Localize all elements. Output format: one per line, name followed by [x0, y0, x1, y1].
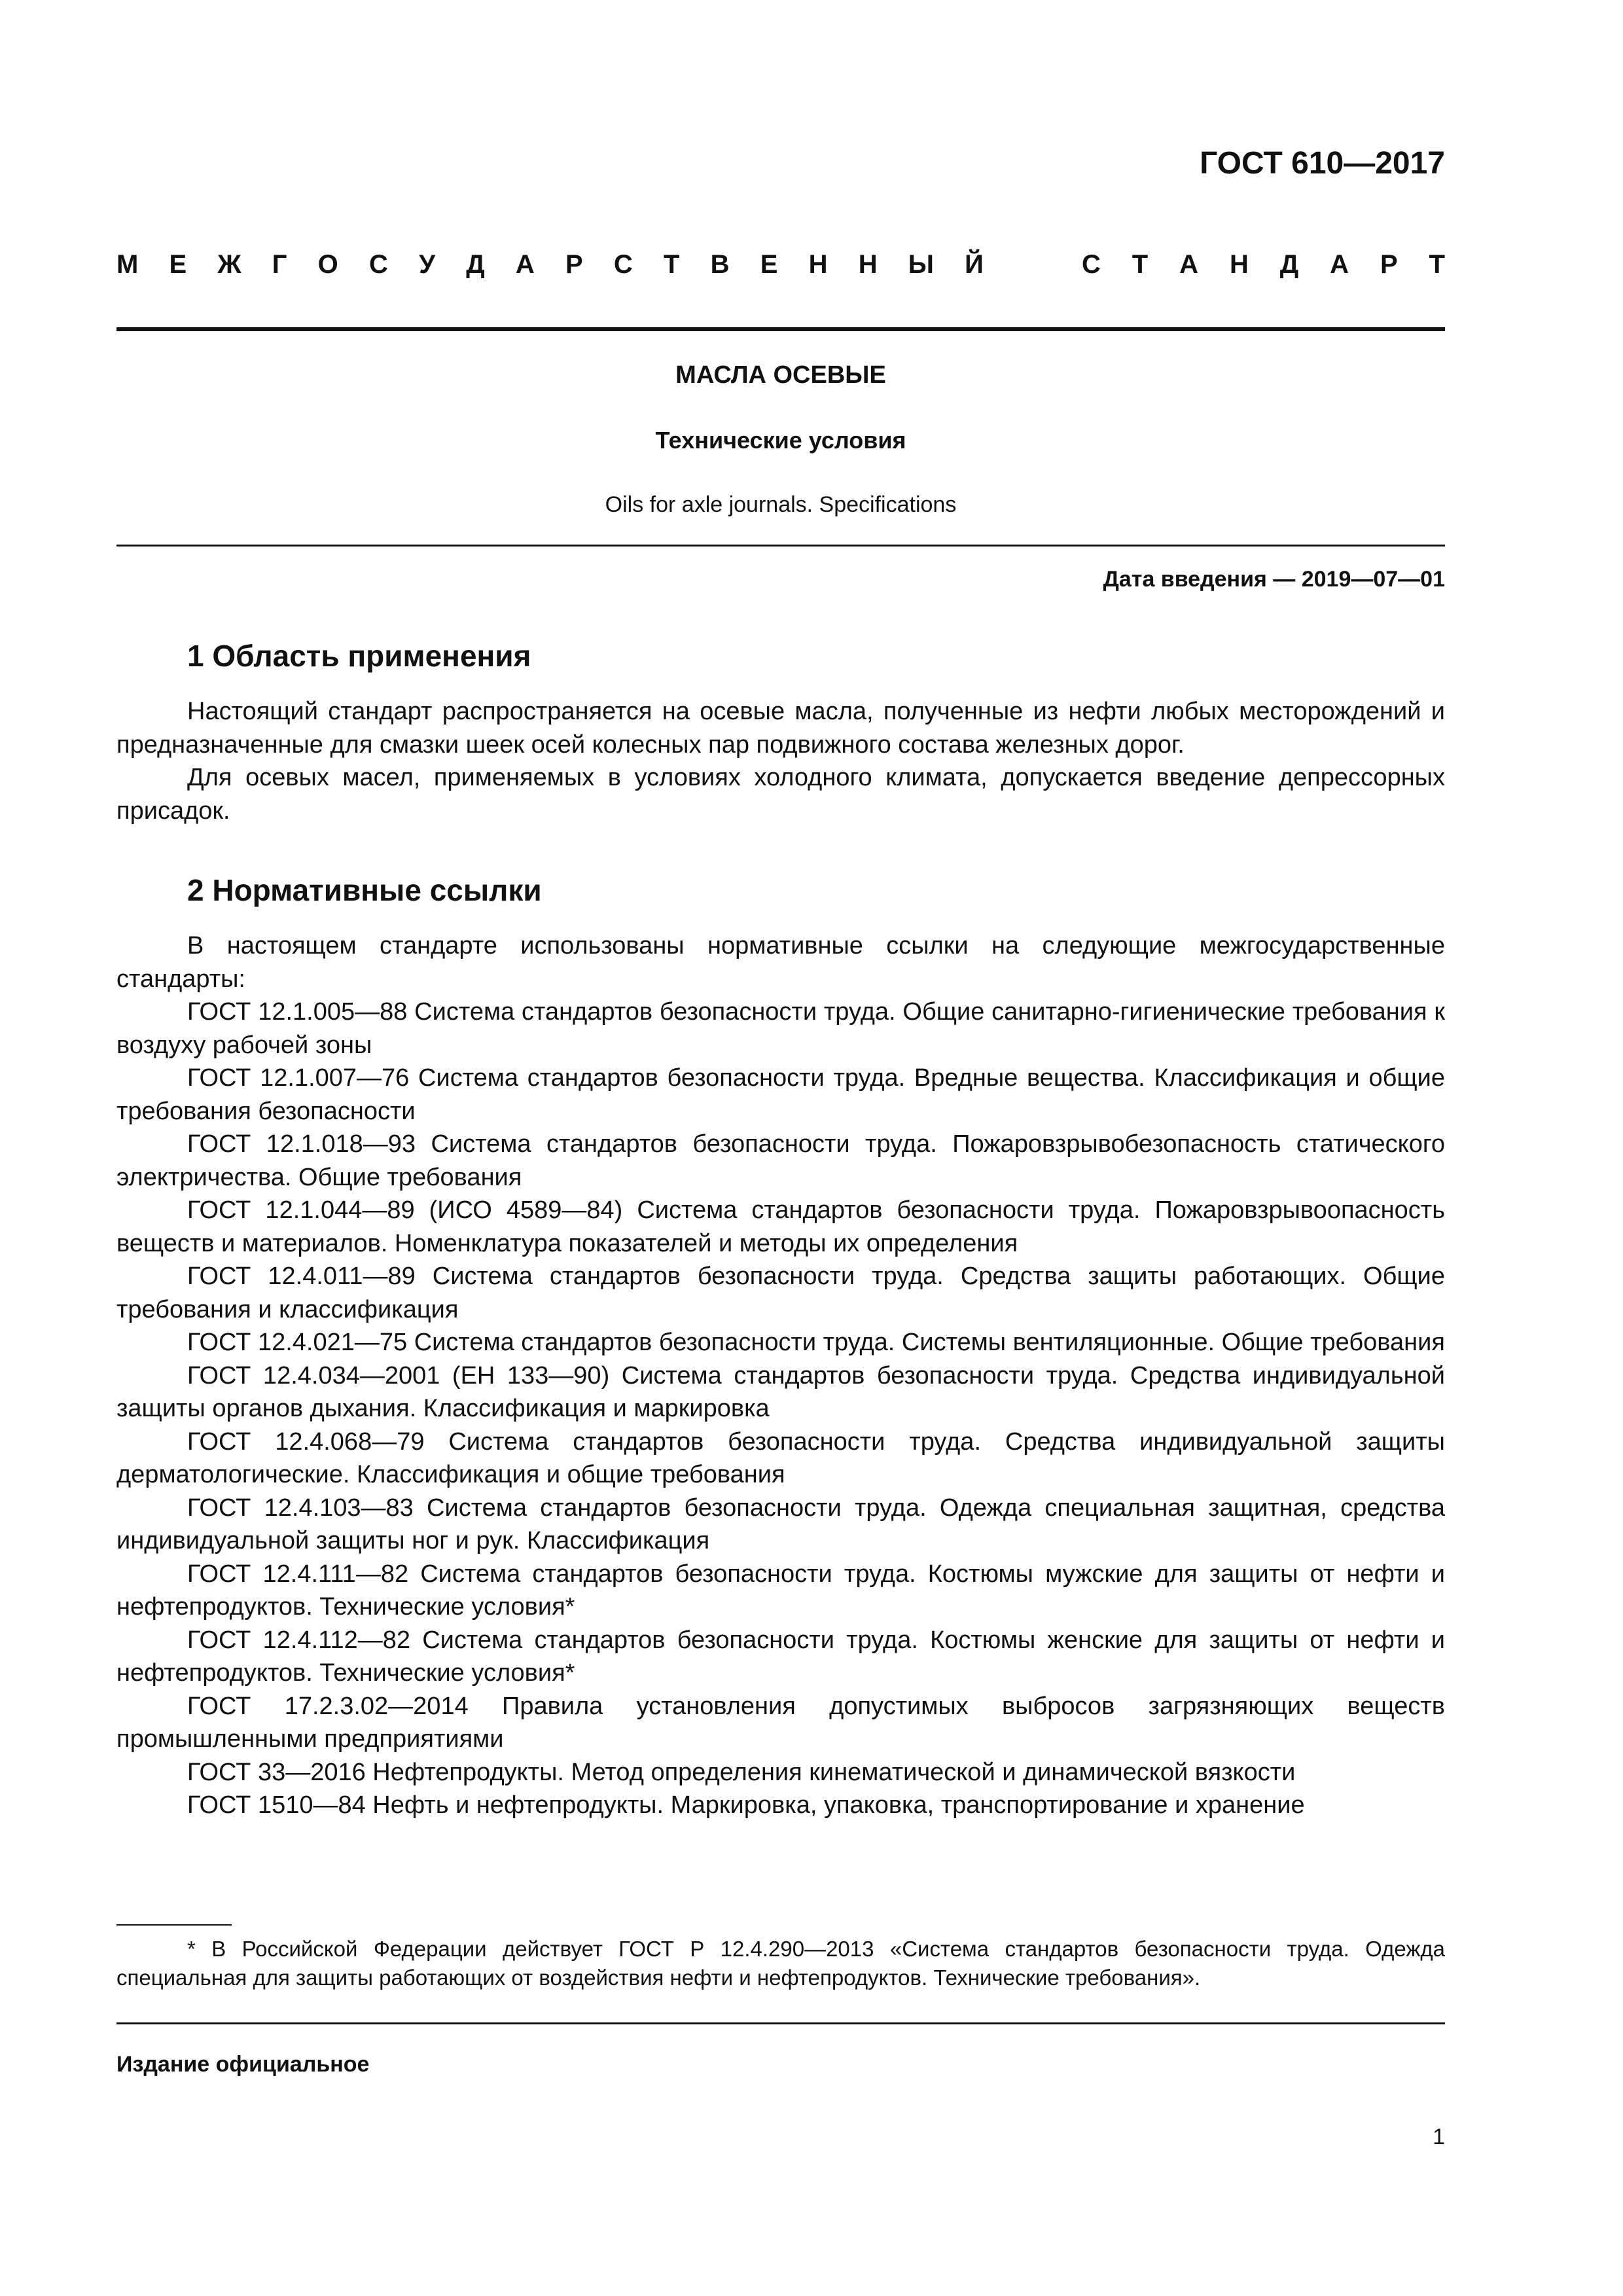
banner-letter: Д	[1279, 250, 1299, 279]
reference-item: ГОСТ 12.4.103—83 Система стандартов безопасности труда. Одежда специальная защитная, средства индивидуальной защиты ног и рук. Классификация	[116, 1494, 1445, 1554]
reference-item: ГОСТ 12.1.007—76 Система стандартов безопасности труда. Вредные вещества. Классификация и общие требования безопасности	[116, 1064, 1445, 1125]
reference-item: ГОСТ 12.1.044—89 (ИСО 4589—84) Система стандартов безопасности труда. Пожаровзрывоопасность веществ и материалов. Номенклатура показателей и методы их определения	[116, 1196, 1445, 1257]
reference-item: ГОСТ 12.4.034—2001 (ЕН 133—90) Система стандартов безопасности труда. Средства индивидуальной защиты органов дыхания. Классификация и маркировка	[116, 1361, 1445, 1422]
document-english-title: Oils for axle journals. Specifications	[605, 492, 957, 517]
footnote-text: * В Российской Федерации действует ГОСТ Р 12.4.290—2013 «Система стандартов безопасности труда. Одежда специальная для защиты работающих от воздействия нефти и нефтепродуктов. Технические требования».	[116, 1937, 1445, 1990]
section-2-heading: 2 Нормативные ссылки	[187, 873, 542, 907]
banner-letter: Н	[808, 250, 828, 279]
banner-letter: А	[1179, 250, 1199, 279]
banner-letter: Д	[466, 250, 485, 279]
reference-item: ГОСТ 17.2.3.02—2014 Правила установления допустимых выбросов загрязняющих веществ промышленными предприятиями	[116, 1692, 1445, 1753]
banner-letter: С	[369, 250, 388, 279]
reference-item: ГОСТ 12.4.068—79 Система стандартов безопасности труда. Средства индивидуальной защиты дерматологические. Классификация и общие требования	[116, 1427, 1445, 1488]
banner-letter: У	[419, 250, 435, 279]
banner-letter: В	[710, 250, 730, 279]
banner-letter: Р	[1380, 250, 1398, 279]
banner-letter: Г	[272, 250, 287, 279]
section-2-body	[116, 929, 1445, 1822]
banner-letter: Н	[858, 250, 878, 279]
interstate-standard-banner	[116, 250, 1445, 279]
document-designation: ГОСТ 610—2017	[1200, 146, 1445, 181]
reference-item: ГОСТ 12.1.005—88 Система стандартов безопасности труда. Общие санитарно-гигиенические требования к воздуху рабочей зоны	[116, 998, 1445, 1059]
section-1-body	[116, 695, 1445, 827]
banner-letter: М	[116, 250, 139, 279]
introduction-date: Дата введения — 2019—07—01	[1103, 567, 1445, 592]
banner-letter: А	[1330, 250, 1349, 279]
banner-letter: Т	[1429, 250, 1445, 279]
banner-letter: Р	[565, 250, 583, 279]
footnote-separator	[116, 1924, 232, 1926]
document-subtitle: Технические условия	[655, 427, 906, 454]
banner-letter: Ы	[908, 250, 934, 279]
reference-item: ГОСТ 1510—84 Нефть и нефтепродукты. Маркировка, упаковка, транспортирование и хранение	[187, 1791, 1305, 1819]
edition-label: Издание официальное	[116, 2052, 370, 2077]
reference-item: ГОСТ 12.4.111—82 Система стандартов безопасности труда. Костюмы мужские для защиты от нефти и нефтепродуктов. Технические условия*	[116, 1560, 1445, 1621]
reference-item: ГОСТ 12.4.011—89 Система стандартов безопасности труда. Средства защиты работающих. Общие требования и классификация	[116, 1263, 1445, 1323]
page-number: 1	[1433, 2125, 1445, 2149]
banner-letter: Й	[965, 250, 984, 279]
banner-letter: Т	[663, 250, 680, 279]
section-1-heading: 1 Область применения	[187, 639, 531, 673]
banner-letter: Н	[1229, 250, 1249, 279]
header-rule	[116, 327, 1445, 331]
footnote	[116, 1935, 1445, 1992]
banner-letter: Е	[760, 250, 778, 279]
paragraph: В настоящем стандарте использованы нормативные ссылки на следующие межгосударственные стандарты:	[116, 932, 1445, 993]
document-title: МАСЛА ОСЕВЫЕ	[675, 361, 886, 389]
banner-letter: Е	[169, 250, 187, 279]
interstate-word	[116, 250, 984, 279]
banner-letter: Ж	[217, 250, 241, 279]
standard-word	[1082, 250, 1445, 279]
reference-item: ГОСТ 33—2016 Нефтепродукты. Метод определения кинематической и динамической вязкости	[187, 1758, 1296, 1786]
title-rule	[116, 545, 1445, 547]
paragraph: Для осевых масел, применяемых в условиях холодного климата, допускается введение депрессорных присадок.	[116, 764, 1445, 825]
banner-letter: О	[317, 250, 338, 279]
reference-item: ГОСТ 12.4.112—82 Система стандартов безопасности труда. Костюмы женские для защиты от нефти и нефтепродуктов. Технические условия*	[116, 1626, 1445, 1687]
banner-letter: С	[1082, 250, 1101, 279]
banner-letter: С	[613, 250, 633, 279]
banner-letter: А	[515, 250, 535, 279]
reference-item: ГОСТ 12.4.021—75 Система стандартов безопасности труда. Системы вентиляционные. Общие требования	[187, 1329, 1445, 1356]
paragraph: Настоящий стандарт распространяется на осевые масла, полученные из нефти любых месторождений и предназначенные для смазки шеек осей колесных пар подвижного состава железных дорог.	[116, 698, 1445, 759]
banner-letter: Т	[1132, 250, 1149, 279]
footer-rule	[116, 2022, 1445, 2024]
reference-item: ГОСТ 12.1.018—93 Система стандартов безопасности труда. Пожаровзрывобезопасность статического электричества. Общие требования	[116, 1130, 1445, 1191]
